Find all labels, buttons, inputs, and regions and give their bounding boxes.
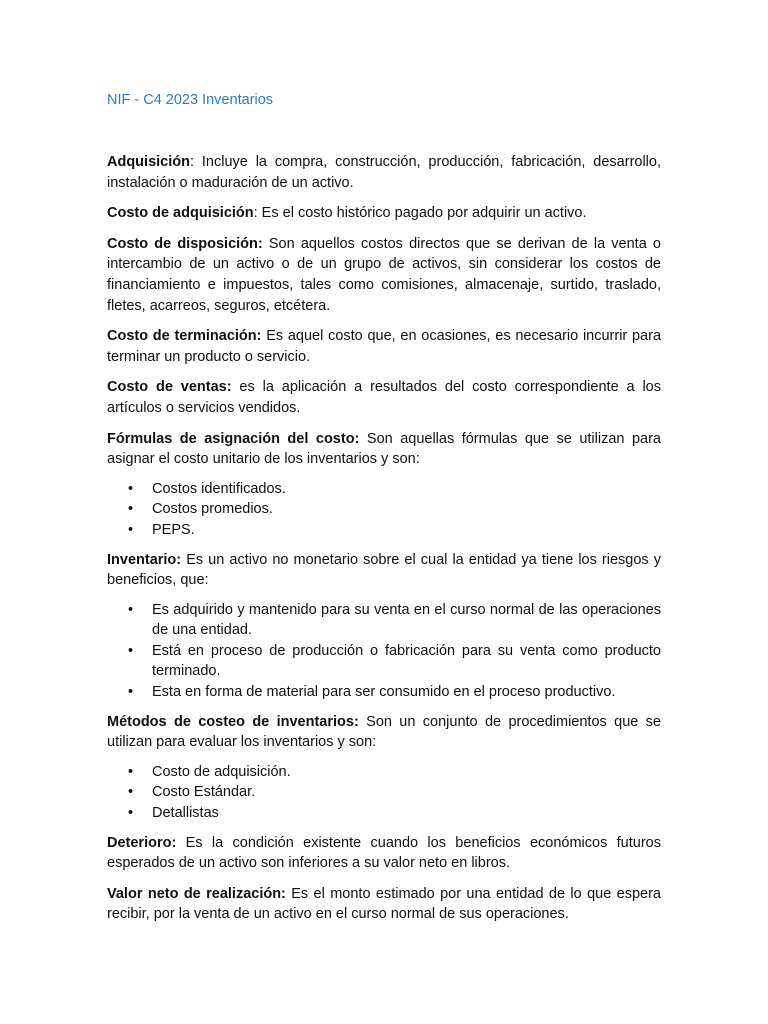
bullet-icon: •: [128, 805, 134, 822]
bullet-icon: •: [128, 763, 134, 780]
document-title: NIF - C4 2023 Inventarios: [107, 92, 274, 108]
definition-inventario: [107, 550, 661, 591]
definition-costo-de-terminacion: [107, 326, 661, 367]
bullet-icon: •: [128, 784, 134, 801]
term: Costo de ventas:: [107, 379, 232, 396]
list-item-text: PEPS.: [152, 521, 195, 538]
definition-deterioro: [107, 833, 661, 874]
definition-valor-neto-de-realizacion: [107, 884, 661, 925]
list-item: [107, 762, 661, 783]
definition-text: Es el monto estimado por una entidad de lo que espera recibir, por la venta de un activo en el curso normal de sus operaciones.: [107, 885, 661, 923]
list-item: [107, 782, 661, 803]
term: Costo de disposición:: [107, 235, 263, 252]
bullet-list-metodos: [107, 762, 661, 824]
list-item: [107, 682, 661, 703]
list-item: [107, 520, 661, 541]
definition-adquisicion: [107, 152, 661, 193]
term: Fórmulas de asignación del costo:: [107, 430, 360, 447]
bullet-icon: •: [128, 601, 134, 618]
term: Valor neto de realización:: [107, 885, 286, 902]
list-item: [107, 641, 661, 682]
term: Deterioro:: [107, 834, 177, 851]
term: Adquisición: [107, 154, 190, 170]
list-item: [107, 600, 661, 641]
term: Inventario:: [107, 551, 182, 568]
definition-text: Son aquellas fórmulas que se utilizan para asignar el costo unitario de los inventarios y son:: [107, 430, 661, 468]
list-item-text: Es adquirido y mantenido para su venta en el curso normal de las operaciones de una entidad.: [152, 601, 661, 639]
definition-text: Es aquel costo que, en ocasiones, es necesario incurrir para terminar un producto o servicio.: [107, 328, 662, 365]
bullet-list-inventario: [107, 600, 661, 703]
definition-formulas-de-asignacion: [107, 429, 661, 470]
definition-text: Es la condición existente cuando los beneficios económicos futuros esperados de un activo son inferiores a su valor neto en libros.: [107, 834, 661, 872]
bullet-icon: •: [128, 642, 134, 659]
bullet-icon: •: [128, 480, 134, 497]
definition-text: Son aquellos costos directos que se derivan de la venta o intercambio de un activo o de un grupo de activos, sin considerar los costos de financiamiento e impuestos, tales como comisiones, almacenaje, surtido, traslado, fletes, acarreos, seguros, etcétera.: [107, 235, 661, 314]
list-item-text: Costo de adquisición.: [152, 763, 291, 780]
list-item-text: Detallistas: [152, 805, 219, 822]
list-item: [107, 803, 661, 824]
definition-text: es la aplicación a resultados del costo correspondiente a los artículos o servicios vendidos.: [107, 379, 661, 416]
definition-text: : Es el costo histórico pagado por adquirir un activo.: [253, 205, 587, 222]
bullet-icon: •: [128, 521, 134, 538]
definition-costo-de-adquisicion: [107, 203, 661, 224]
bullet-icon: •: [128, 684, 134, 701]
term: Costo de adquisición: [107, 205, 254, 222]
bullet-icon: •: [128, 501, 134, 518]
definition-text: Es un activo no monetario sobre el cual la entidad ya tiene los riesgos y beneficios, que:: [107, 551, 661, 589]
term: Métodos de costeo de inventarios:: [107, 713, 359, 730]
definition-costo-de-ventas: [107, 377, 661, 418]
list-item-text: Costo Estándar.: [152, 784, 256, 801]
definition-metodos-de-costeo: [107, 712, 661, 753]
list-item: [107, 499, 661, 520]
list-item-text: Está en proceso de producción o fabricación para su venta como producto terminado.: [152, 642, 661, 680]
definition-text: : Incluye la compra, construcción, producción, fabricación, desarrollo, instalación o maduración de un activo.: [107, 154, 661, 191]
term: Costo de terminación:: [107, 328, 262, 345]
list-item-text: Esta en forma de material para ser consumido en el proceso productivo.: [152, 684, 616, 701]
bullet-list-formulas: [107, 479, 661, 541]
list-item: [107, 479, 661, 500]
definition-costo-de-disposicion: [107, 234, 661, 316]
list-item-text: Costos identificados.: [152, 480, 286, 497]
definition-text: Son un conjunto de procedimientos que se utilizan para evaluar los inventarios y son:: [107, 713, 661, 751]
list-item-text: Costos promedios.: [152, 501, 273, 518]
